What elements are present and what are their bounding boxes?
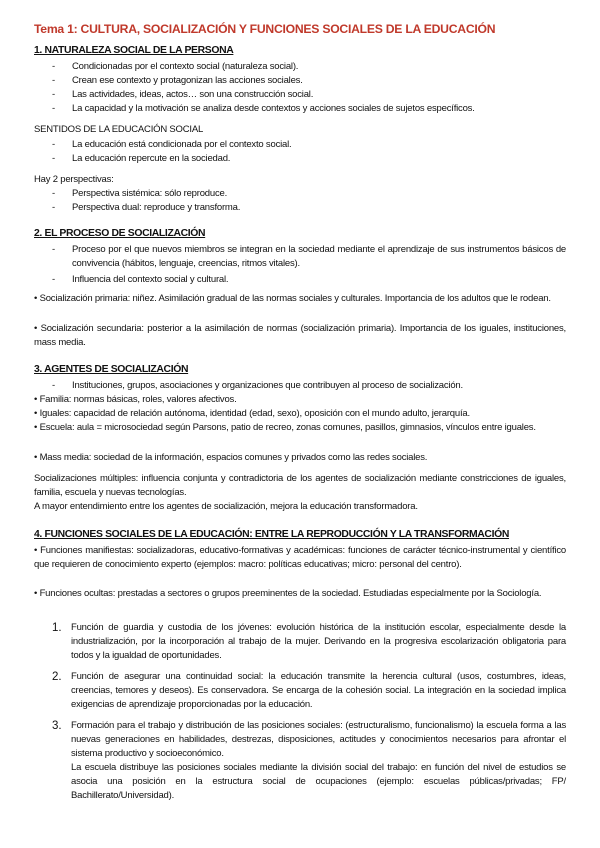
agente-escuela: • Escuela: aula = microsociedad según Parsons, patio de recreo, zonas comunes, pasillos, gimnasios, vínculos entre iguales. (34, 422, 536, 433)
list-item: La educación está condicionada por el contexto social. (72, 139, 292, 150)
section-2-heading: 2. EL PROCESO DE SOCIALIZACIÓN (34, 228, 206, 239)
section-4-heading: 4. FUNCIONES SOCIALES DE LA EDUCACIÓN: ENTRE LA REPRODUCCIÓN Y LA TRANSFORMACIÓN (34, 529, 510, 540)
list-number: 1. (52, 622, 62, 634)
list-item: Perspectiva sistémica: sólo reproduce. (72, 188, 228, 199)
mayor-entendimiento: A mayor entendimiento entre los agentes de socialización, mejora la educación transformadora. (34, 501, 418, 512)
socializacion-primaria: • Socialización primaria: niñez. Asimilación gradual de las normas sociales y culturales. Importancia de los adultos que le rodean. (34, 293, 551, 304)
list-item: Instituciones, grupos, asociaciones y organizaciones que contribuyen al proceso de socialización. (72, 380, 463, 391)
funciones-manifiestas: • Funciones manifiestas: socializadoras, educativo-formativas y académicas: funciones de carácter técnico-instrumental y científico que requieren de conocimiento experto (ejemplos: macro: políticas educativas; micro: personal del centro). (34, 545, 566, 570)
list-dash: - (52, 139, 56, 150)
list-item: Influencia del contexto social y cultural. (72, 274, 229, 285)
socializaciones-multiples: Socializaciones múltiples: influencia conjunta y contradictoria de los agentes de socialización mediante constricciones de iguales, familia, escuela y nuevas tecnologías. (34, 473, 566, 498)
funcion-3-continuacion: La escuela distribuye las posiciones sociales mediante la división social del trabajo: en función del nivel de estudios se asocia una posición en la estructura social de ocupaciones (ejemplo: escuelas públicas/privadas; FP/ Bachillerato/Universidad). (71, 762, 566, 801)
list-item: Las actividades, ideas, actos… son una construcción social. (72, 89, 314, 100)
list-dash: - (52, 380, 56, 391)
list-dash: - (52, 61, 56, 72)
list-item: La educación repercute en la sociedad. (72, 153, 231, 164)
funcion-1: Función de guardia y custodia de los jóvenes: evolución histórica de la institución escolar, especialmente desde la industrialización, por la incorporación al trabajo de la mujer. Derivando en la progresiva escolarización obligatoria para todos y la igualdad de oportunidades. (71, 622, 566, 661)
list-item: La capacidad y la motivación se analiza desde contextos y acciones sociales de sujetos específicos. (72, 103, 475, 114)
list-dash: - (52, 202, 56, 213)
list-dash: - (52, 274, 56, 285)
list-item: Condicionadas por el contexto social (naturaleza social). (72, 61, 299, 72)
agente-mass-media: • Mass media: sociedad de la información, espacios comunes y privados como las redes sociales. (34, 452, 428, 463)
document-title: Tema 1: CULTURA, SOCIALIZACIÓN Y FUNCIONES SOCIALES DE LA EDUCACIÓN (34, 22, 496, 36)
agente-familia: • Familia: normas básicas, roles, valores afectivos. (34, 394, 237, 405)
list-item: Proceso por el que nuevos miembros se integran en la sociedad mediante el aprendizaje de sus instrumentos básicos de convivencia (hábitos, lenguaje, creencias, ritmos vitales). (72, 244, 566, 269)
perspectivas-label: Hay 2 perspectivas: (34, 174, 114, 185)
list-dash: - (52, 153, 56, 164)
list-item: Crean ese contexto y protagonizan las acciones sociales. (72, 75, 303, 86)
list-dash: - (52, 103, 56, 114)
agente-iguales: • Iguales: capacidad de relación autónoma, identidad (edad, sexo), oposición con el mundo adulto, jerarquía. (34, 408, 470, 419)
list-dash: - (52, 75, 56, 86)
funcion-2: Función de asegurar una continuidad social: la educación transmite la herencia cultural (usos, costumbres, ideas, creencias, temores y deseos). Es conservadora. Se encarga de la cohesión social. La integración en la sociedad implica exigencias de aprendizaje proporcionadas por la educación. (71, 671, 566, 710)
section-3-heading: 3. AGENTES DE SOCIALIZACIÓN (34, 364, 189, 375)
list-dash: - (52, 244, 56, 255)
list-dash: - (52, 89, 56, 100)
list-number: 2. (52, 671, 62, 683)
list-dash: - (52, 188, 56, 199)
funciones-ocultas: • Funciones ocultas: prestadas a sectores o grupos preeminentes de la sociedad. Estudiadas especialmente por la Sociología. (34, 588, 542, 599)
list-item: Perspectiva dual: reproduce y transforma. (72, 202, 241, 213)
list-number: 3. (52, 720, 62, 732)
funcion-3: Formación para el trabajo y distribución de las posiciones sociales: (estructuralismo, funcionalismo) la escuela forma a las nuevas generaciones en habilidades, destrezas, disposiciones, actitudes y conocimientos necesarios para afrontar el sistema productivo y socioeconómico. (71, 720, 566, 759)
sentidos-label: SENTIDOS DE LA EDUCACIÓN SOCIAL (34, 124, 204, 135)
socializacion-secundaria: • Socialización secundaria: posterior a la asimilación de normas (socialización primaria). Importancia de los iguales, instituciones, mass media. (34, 323, 566, 348)
section-1-heading: 1. NATURALEZA SOCIAL DE LA PERSONA (34, 45, 234, 56)
